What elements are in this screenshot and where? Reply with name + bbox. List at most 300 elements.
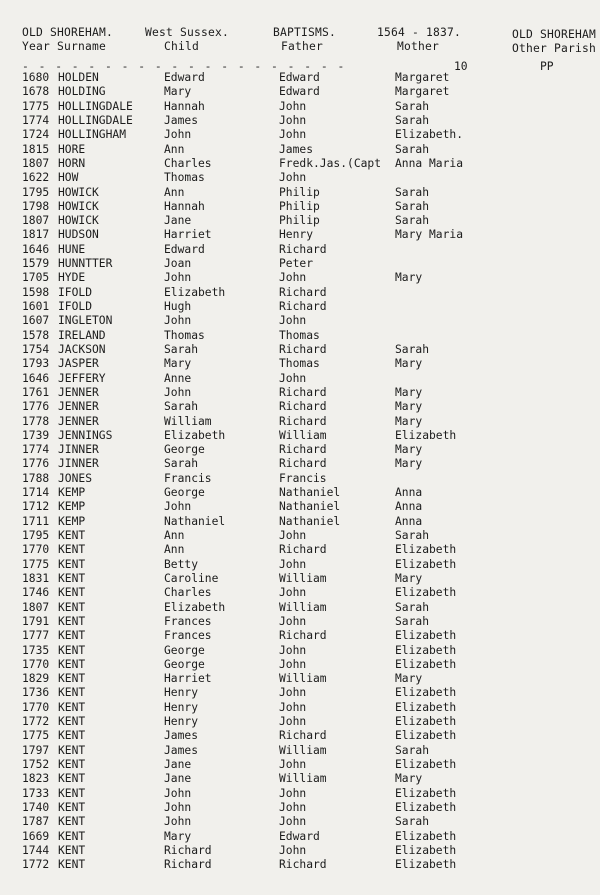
table-row: [0, 100, 600, 114]
child-cell: James: [164, 743, 199, 757]
year-cell: 1793: [22, 357, 50, 371]
child-cell: John: [164, 128, 192, 142]
table-row: [0, 271, 600, 285]
table-row: [0, 629, 600, 643]
surname-cell: KENT: [58, 571, 86, 585]
table-row: [0, 457, 600, 471]
table-row: [0, 186, 600, 200]
surname-cell: KENT: [58, 829, 86, 843]
table-row: [0, 615, 600, 629]
mother-cell: Elizabeth: [395, 829, 457, 843]
surname-cell: KENT: [58, 672, 86, 686]
table-row: [0, 830, 600, 844]
year-cell: 1607: [22, 314, 50, 328]
year-cell: 1807: [22, 156, 50, 170]
mother-cell: Mary: [395, 672, 423, 686]
table-row: [0, 228, 600, 242]
father-cell: Thomas: [279, 328, 320, 342]
child-cell: Ann: [164, 142, 185, 156]
father-cell: Richard: [279, 543, 327, 557]
mother-cell: Anna: [395, 486, 423, 500]
father-cell: William: [279, 743, 327, 757]
baptism-entries-list: [0, 71, 600, 873]
mother-cell: Elizabeth: [395, 557, 457, 571]
father-cell: John: [279, 758, 307, 771]
surname-cell: IFOLD: [58, 285, 93, 299]
father-cell: Nathaniel: [279, 486, 341, 500]
year-surname-column-header: Year Surname: [22, 40, 107, 53]
child-cell: Ann: [164, 543, 185, 557]
surname-cell: KENT: [58, 657, 86, 671]
child-cell: Edward: [164, 242, 205, 256]
mother-cell: Sarah: [395, 99, 430, 113]
father-cell: John: [279, 371, 307, 385]
table-row: [0, 486, 600, 500]
father-cell: John: [279, 700, 307, 714]
child-cell: George: [164, 443, 205, 457]
surname-cell: HORE: [58, 142, 86, 156]
table-row: [0, 787, 600, 801]
father-cell: Richard: [279, 285, 327, 299]
surname-cell: JONES: [58, 471, 93, 485]
surname-cell: HORN: [58, 156, 86, 170]
surname-cell: JENNINGS: [58, 428, 113, 442]
child-cell: Harriet: [164, 672, 212, 686]
father-cell: Richard: [279, 457, 327, 471]
table-row: [0, 601, 600, 615]
father-cell: John: [279, 171, 307, 185]
mother-cell: Elizabeth: [395, 586, 457, 600]
year-cell: 1752: [22, 758, 50, 771]
child-cell: Charles: [164, 156, 212, 170]
father-cell: John: [279, 614, 307, 628]
child-cell: Sarah: [164, 400, 199, 414]
mother-cell: Mary: [395, 385, 423, 399]
year-cell: 1829: [22, 672, 50, 686]
child-cell: Richard: [164, 858, 212, 872]
year-cell: 1746: [22, 586, 50, 600]
table-row: [0, 300, 600, 314]
father-cell: John: [279, 715, 307, 729]
table-row: [0, 372, 600, 386]
year-cell: 1788: [22, 471, 50, 485]
mother-cell: Sarah: [395, 113, 430, 127]
child-cell: George: [164, 657, 205, 671]
child-cell: Hugh: [164, 300, 192, 313]
child-cell: James: [164, 729, 199, 743]
father-cell: John: [279, 786, 307, 800]
table-row: [0, 801, 600, 815]
child-cell: Jane: [164, 214, 192, 228]
mother-cell: Mary: [395, 772, 423, 786]
surname-cell: KENT: [58, 800, 86, 814]
surname-cell: HYDE: [58, 271, 86, 285]
table-row: [0, 257, 600, 271]
child-cell: Edward: [164, 71, 205, 84]
year-cell: 1705: [22, 271, 50, 285]
surname-cell: KENT: [58, 700, 86, 714]
surname-cell: KENT: [58, 686, 86, 700]
year-cell: 1622: [22, 171, 50, 185]
table-row: [0, 171, 600, 185]
mother-cell: Sarah: [395, 529, 430, 542]
child-cell: Caroline: [164, 571, 219, 585]
child-cell: Jane: [164, 758, 192, 771]
mother-cell: Elizabeth: [395, 800, 457, 814]
child-cell: Nathaniel: [164, 514, 226, 528]
father-cell: Peter: [279, 257, 314, 271]
year-cell: 1770: [22, 700, 50, 714]
year-cell: 1775: [22, 99, 50, 113]
surname-cell: KENT: [58, 529, 86, 542]
table-row: [0, 286, 600, 300]
surname-cell: KENT: [58, 815, 86, 829]
year-cell: 1776: [22, 457, 50, 471]
father-cell: Edward: [279, 85, 320, 99]
surname-cell: INGLETON: [58, 314, 113, 328]
table-row: [0, 143, 600, 157]
table-row: [0, 744, 600, 758]
year-cell: 1815: [22, 142, 50, 156]
mother-cell: Elizabeth: [395, 543, 457, 557]
table-row: [0, 543, 600, 557]
year-cell: 1754: [22, 342, 50, 356]
surname-cell: KENT: [58, 586, 86, 600]
surname-cell: KENT: [58, 557, 86, 571]
child-cell: Sarah: [164, 342, 199, 356]
surname-cell: KENT: [58, 643, 86, 657]
mother-cell: Margaret: [395, 71, 450, 84]
surname-cell: JENNER: [58, 385, 99, 399]
year-cell: 1791: [22, 614, 50, 628]
father-cell: Richard: [279, 300, 327, 313]
child-cell: John: [164, 385, 192, 399]
surname-cell: HOLLINGHAM: [58, 128, 127, 142]
year-cell: 1669: [22, 829, 50, 843]
year-cell: 1646: [22, 371, 50, 385]
surname-cell: JENNER: [58, 414, 99, 428]
mother-cell: Elizabeth: [395, 843, 457, 857]
surname-cell: KENT: [58, 843, 86, 857]
surname-cell: IRELAND: [58, 328, 106, 342]
father-cell: William: [279, 600, 327, 614]
year-cell: 1601: [22, 300, 50, 313]
father-cell: Richard: [279, 629, 327, 643]
year-cell: 1744: [22, 843, 50, 857]
mother-cell: Sarah: [395, 185, 430, 199]
year-cell: 1807: [22, 214, 50, 228]
child-cell: Mary: [164, 85, 192, 99]
pp-label: PP: [540, 60, 554, 73]
year-cell: 1711: [22, 514, 50, 528]
child-cell: Ann: [164, 529, 185, 542]
year-cell: 1777: [22, 629, 50, 643]
year-cell: 1724: [22, 128, 50, 142]
county-heading: West Sussex.: [145, 26, 230, 39]
father-cell: John: [279, 314, 307, 328]
surname-cell: JENNER: [58, 400, 99, 414]
mother-cell: Mary: [395, 357, 423, 371]
father-cell: Edward: [279, 71, 320, 84]
mother-cell: Mary: [395, 443, 423, 457]
father-cell: Richard: [279, 443, 327, 457]
child-cell: Anne: [164, 371, 192, 385]
year-cell: 1831: [22, 571, 50, 585]
surname-cell: HOWICK: [58, 199, 99, 213]
table-row: [0, 772, 600, 786]
father-cell: John: [279, 271, 307, 285]
year-cell: 1775: [22, 557, 50, 571]
page-number: 10: [454, 60, 468, 73]
table-row: [0, 429, 600, 443]
year-cell: 1823: [22, 772, 50, 786]
table-row: [0, 386, 600, 400]
table-row: [0, 114, 600, 128]
surname-cell: KENT: [58, 543, 86, 557]
father-cell: William: [279, 672, 327, 686]
father-cell: William: [279, 571, 327, 585]
child-cell: George: [164, 643, 205, 657]
mother-cell: Anna: [395, 514, 423, 528]
year-cell: 1712: [22, 500, 50, 514]
surname-cell: JASPER: [58, 357, 99, 371]
year-cell: 1774: [22, 443, 50, 457]
father-cell: Richard: [279, 342, 327, 356]
mother-cell: Elizabeth: [395, 643, 457, 657]
father-cell: Richard: [279, 414, 327, 428]
mother-cell: Anna: [395, 500, 423, 514]
mother-cell: Sarah: [395, 600, 430, 614]
other-parish-column-header: Other Parish: [512, 42, 597, 55]
surname-cell: KENT: [58, 715, 86, 729]
child-cell: John: [164, 800, 192, 814]
surname-cell: HOLDEN: [58, 71, 99, 84]
year-cell: 1795: [22, 529, 50, 542]
mother-cell: Margaret: [395, 85, 450, 99]
father-cell: John: [279, 99, 307, 113]
table-row: [0, 572, 600, 586]
father-cell: John: [279, 586, 307, 600]
father-cell: John: [279, 643, 307, 657]
table-row: [0, 644, 600, 658]
table-row: [0, 443, 600, 457]
mother-cell: Elizabeth: [395, 700, 457, 714]
year-cell: 1772: [22, 858, 50, 872]
year-cell: 1798: [22, 199, 50, 213]
table-row: [0, 400, 600, 414]
father-cell: John: [279, 686, 307, 700]
record-type-heading: BAPTISMS.: [273, 26, 337, 39]
father-cell: John: [279, 800, 307, 814]
mother-cell: Anna Maria: [395, 156, 464, 170]
child-cell: Elizabeth: [164, 600, 226, 614]
years-heading: 1564 - 1837.: [377, 26, 462, 39]
mother-cell: Elizabeth: [395, 629, 457, 643]
table-row: [0, 701, 600, 715]
surname-cell: IFOLD: [58, 300, 93, 313]
child-cell: Elizabeth: [164, 428, 226, 442]
child-cell: Harriet: [164, 228, 212, 242]
mother-cell: Mary: [395, 571, 423, 585]
year-cell: 1770: [22, 657, 50, 671]
surname-cell: KENT: [58, 758, 86, 771]
mother-cell: Mary: [395, 400, 423, 414]
child-cell: Thomas: [164, 171, 205, 185]
mother-cell: Elizabeth: [395, 729, 457, 743]
surname-cell: KENT: [58, 786, 86, 800]
father-cell: John: [279, 529, 307, 542]
year-cell: 1646: [22, 242, 50, 256]
mother-column-header: Mother: [397, 40, 440, 53]
child-cell: Mary: [164, 829, 192, 843]
surname-cell: KENT: [58, 729, 86, 743]
child-cell: George: [164, 486, 205, 500]
father-cell: Philip: [279, 185, 320, 199]
child-column-header: Child: [164, 40, 200, 53]
child-cell: Elizabeth: [164, 285, 226, 299]
other-parish-place-heading: OLD SHOREHAM: [512, 28, 597, 41]
table-row: [0, 815, 600, 829]
table-row: [0, 658, 600, 672]
year-cell: 1733: [22, 786, 50, 800]
surname-cell: KENT: [58, 614, 86, 628]
father-cell: Richard: [279, 242, 327, 256]
mother-cell: Sarah: [395, 214, 430, 228]
mother-cell: Mary Maria: [395, 228, 464, 242]
year-cell: 1770: [22, 543, 50, 557]
father-cell: John: [279, 843, 307, 857]
child-cell: Francis: [164, 471, 212, 485]
child-cell: John: [164, 500, 192, 514]
surname-cell: JACKSON: [58, 342, 106, 356]
surname-cell: HOW: [58, 171, 79, 185]
child-cell: John: [164, 815, 192, 829]
table-row: [0, 715, 600, 729]
table-row: [0, 343, 600, 357]
table-row: [0, 243, 600, 257]
surname-cell: KENT: [58, 858, 86, 872]
child-cell: Hannah: [164, 199, 205, 213]
table-row: [0, 686, 600, 700]
table-row: [0, 71, 600, 85]
child-cell: Mary: [164, 357, 192, 371]
year-cell: 1680: [22, 71, 50, 84]
mother-cell: Elizabeth: [395, 715, 457, 729]
mother-cell: Sarah: [395, 342, 430, 356]
year-cell: 1578: [22, 328, 50, 342]
child-cell: Richard: [164, 843, 212, 857]
table-row: [0, 758, 600, 772]
father-cell: Edward: [279, 829, 320, 843]
surname-cell: JEFFERY: [58, 371, 106, 385]
mother-cell: Elizabeth.: [395, 128, 464, 142]
year-cell: 1772: [22, 715, 50, 729]
mother-cell: Sarah: [395, 815, 430, 829]
child-cell: William: [164, 414, 212, 428]
table-row: [0, 515, 600, 529]
father-cell: James: [279, 142, 314, 156]
father-cell: Nathaniel: [279, 514, 341, 528]
father-cell: John: [279, 657, 307, 671]
father-cell: Richard: [279, 729, 327, 743]
child-cell: Charles: [164, 586, 212, 600]
child-cell: Frances: [164, 614, 212, 628]
table-row: [0, 558, 600, 572]
year-cell: 1776: [22, 400, 50, 414]
father-cell: John: [279, 113, 307, 127]
mother-cell: Mary: [395, 457, 423, 471]
father-cell: Nathaniel: [279, 500, 341, 514]
surname-cell: HOLLINGDALE: [58, 99, 133, 113]
surname-cell: JINNER: [58, 443, 99, 457]
child-cell: Ann: [164, 185, 185, 199]
surname-cell: KENT: [58, 600, 86, 614]
table-row: [0, 415, 600, 429]
surname-cell: KENT: [58, 629, 86, 643]
surname-cell: HUDSON: [58, 228, 99, 242]
child-cell: John: [164, 314, 192, 328]
mother-cell: Elizabeth: [395, 657, 457, 671]
mother-cell: Elizabeth: [395, 686, 457, 700]
mother-cell: Sarah: [395, 614, 430, 628]
father-cell: Thomas: [279, 357, 320, 371]
father-cell: Richard: [279, 858, 327, 872]
header-dashed-rule: - - - - - - - - - - - - - - - - - - - -: [22, 60, 346, 73]
surname-cell: KEMP: [58, 500, 86, 514]
surname-cell: JINNER: [58, 457, 99, 471]
year-cell: 1739: [22, 428, 50, 442]
year-cell: 1761: [22, 385, 50, 399]
child-cell: Joan: [164, 257, 192, 271]
table-row: [0, 128, 600, 142]
table-row: [0, 329, 600, 343]
mother-cell: Elizabeth: [395, 786, 457, 800]
mother-cell: Sarah: [395, 142, 430, 156]
father-cell: Richard: [279, 400, 327, 414]
mother-cell: Elizabeth: [395, 758, 457, 771]
year-cell: 1787: [22, 815, 50, 829]
child-cell: John: [164, 786, 192, 800]
mother-cell: Sarah: [395, 199, 430, 213]
year-cell: 1678: [22, 85, 50, 99]
surname-cell: KENT: [58, 772, 86, 786]
year-cell: 1736: [22, 686, 50, 700]
table-row: [0, 157, 600, 171]
year-cell: 1797: [22, 743, 50, 757]
mother-cell: Mary: [395, 414, 423, 428]
table-row: [0, 729, 600, 743]
child-cell: Betty: [164, 557, 199, 571]
surname-cell: KEMP: [58, 514, 86, 528]
child-cell: Henry: [164, 686, 199, 700]
table-row: [0, 214, 600, 228]
surname-cell: KEMP: [58, 486, 86, 500]
child-cell: Henry: [164, 715, 199, 729]
year-cell: 1598: [22, 285, 50, 299]
father-cell: Philip: [279, 199, 320, 213]
year-cell: 1579: [22, 257, 50, 271]
father-cell: Francis: [279, 471, 327, 485]
father-column-header: Father: [281, 40, 324, 53]
mother-cell: Sarah: [395, 743, 430, 757]
child-cell: Thomas: [164, 328, 205, 342]
child-cell: Jane: [164, 772, 192, 786]
table-row: [0, 529, 600, 543]
surname-cell: HUNNTTER: [58, 257, 113, 271]
table-row: [0, 844, 600, 858]
child-cell: Frances: [164, 629, 212, 643]
surname-cell: HOLDING: [58, 85, 106, 99]
